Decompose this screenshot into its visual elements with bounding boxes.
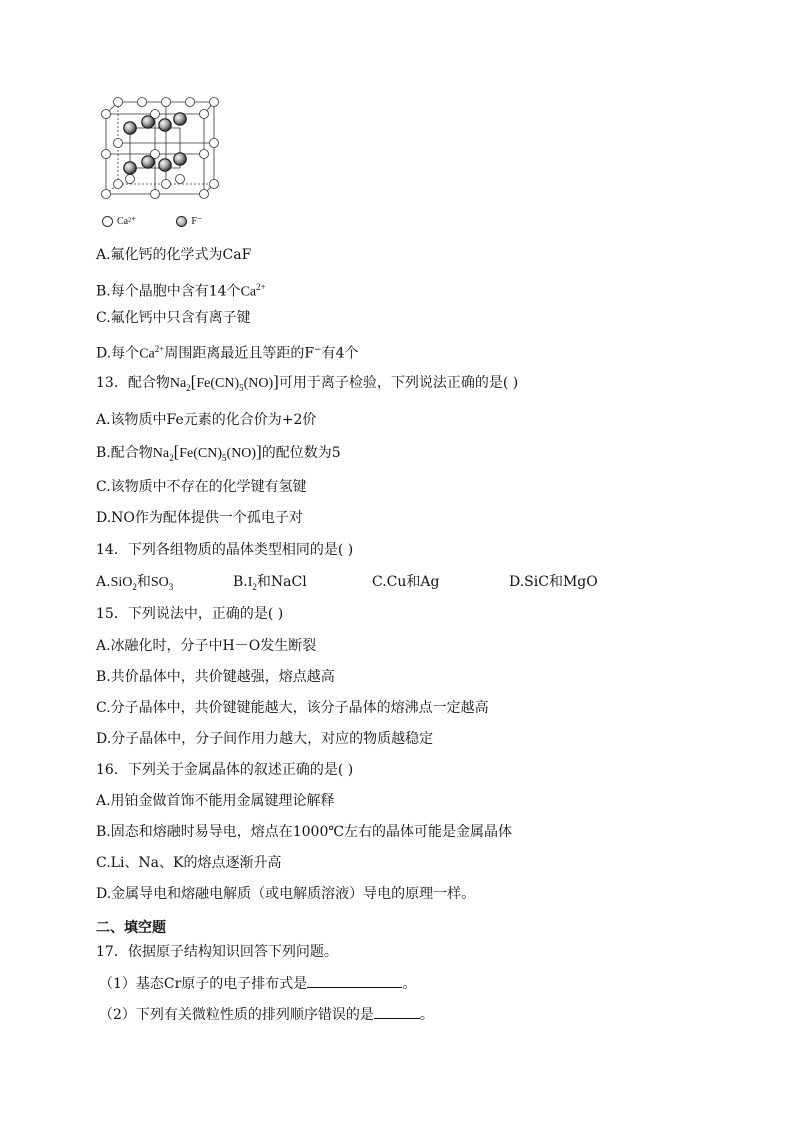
q12-option-a: A.氟化钙的化学式为CaF: [96, 247, 252, 263]
answer-blank-1[interactable]: [307, 973, 402, 988]
q13-option-d: D.NO作为配体提供一个孤电子对: [96, 510, 303, 526]
answer-blank-2[interactable]: [374, 1004, 420, 1019]
q13-option-b: B.配合物$Na_2[Fe(CN)_5(NO)]$的配位数为5: [96, 442, 341, 463]
figure-legend: [102, 216, 202, 227]
fluoride-ion-legend-icon: [176, 216, 187, 227]
calcium-ion-legend-icon: [102, 216, 113, 227]
legend-f-label: F⁻: [191, 216, 203, 227]
legend-ca-label: Ca²⁺: [117, 216, 137, 227]
q15-stem: 15．下列说法中，正确的是( ): [96, 606, 284, 622]
q12-option-b: B.每个晶胞中含有14个$Ca^{2+}$: [96, 282, 266, 300]
cell-edges: [106, 102, 214, 194]
q16-option-a: A.用铂金做首饰不能用金属键理论解释: [96, 793, 335, 809]
q17-part-1: （1）基态Cr原子的电子排布式是 。: [99, 973, 416, 994]
q15-option-b: B.共价晶体中，共价键越强，熔点越高: [96, 669, 335, 685]
q12-option-d: D.每个$Ca^{2+}$周围距离最近且等距的F−有4个: [96, 344, 359, 362]
q17-stem: 17．依据原子结构知识回答下列问题。: [96, 944, 338, 960]
q14-option-c: C.Cu和Ag: [372, 574, 440, 590]
q16-stem: 16．下列关于金属晶体的叙述正确的是( ): [96, 762, 354, 778]
q17-part-2: （2）下列有关微粒性质的排列顺序错误的是 。: [99, 1004, 434, 1025]
q14-option-b: $B.I_2$和NaCl: [233, 574, 307, 592]
calcium-ions: [102, 98, 219, 199]
q13-stem: 13．配合物$Na_2[Fe(CN)_5(NO)]$可用于离子检验，下列说法正确的是( ): [96, 372, 519, 393]
q15-option-c: C.分子晶体中，共价键键能越大，该分子晶体的熔沸点一定越高: [96, 700, 489, 716]
q15-option-d: D.分子晶体中，分子间作用力越大，对应的物质越稳定: [96, 731, 434, 747]
q13-option-c: C.该物质中不存在的化学键有氢键: [96, 479, 307, 495]
q16-option-b: B.固态和熔融时易导电，熔点在1000℃左右的晶体可能是金属晶体: [96, 824, 513, 840]
q13-option-a: A.该物质中Fe元素的化合价为+2价: [96, 412, 317, 428]
fluorite-unit-cell-figure: [96, 92, 220, 202]
section-heading: 二、填空题: [96, 920, 166, 936]
q14-option-a: A.SiO$_2$和$SO_3$: [96, 574, 174, 592]
q14-option-d: D.SiC和MgO: [509, 574, 598, 590]
q12-option-c: C.氟化钙中只含有离子键: [96, 310, 251, 326]
q15-option-a: A.冰融化时，分子中H－O发生断裂: [96, 638, 317, 654]
q14-stem: 14．下列各组物质的晶体类型相同的是( ): [96, 542, 354, 558]
q16-option-d: D.金属导电和熔融电解质（或电解质溶液）导电的原理一样。: [96, 886, 476, 902]
q16-option-c: C.Li、Na、K的熔点逐渐升高: [96, 855, 282, 871]
